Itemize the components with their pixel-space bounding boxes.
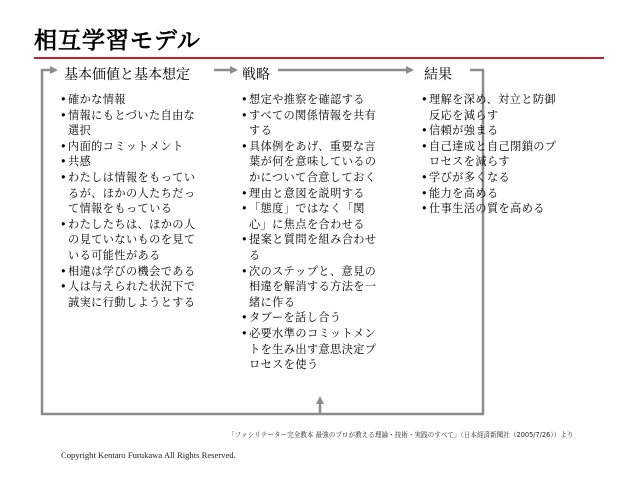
list-item-line: • 人は与えられた状況下で (68, 280, 196, 294)
list-item (241, 139, 406, 186)
list-item-line: 誠実に行動しようとする (68, 295, 196, 309)
list-item (241, 326, 406, 373)
list-item-line: • 信頼が強まる (429, 124, 499, 138)
strategy-list (241, 92, 406, 373)
list-item (241, 310, 406, 326)
list-item-line: • すべての関係情報を共有 (249, 108, 377, 122)
list-item-line: る (249, 248, 261, 262)
list-item-line: • わたしたちは、ほかの人 (68, 217, 196, 231)
list-item (60, 154, 225, 170)
list-item-line: • わたしは情報をもってい (68, 170, 196, 184)
source-citation: 「ファシリテーター完全教本 最強のプロが教える理論・技術・実践のすべて」（日本経済新聞社（2005/7/26））より (228, 431, 574, 439)
list-item-line: • 次のステップと、意見の (249, 264, 377, 278)
list-item-line: 葉が何を意味しているの (249, 155, 377, 169)
list-item-line: いる可能性がある (68, 248, 161, 262)
list-item-line: て情報をもっている (68, 202, 173, 216)
list-item (421, 186, 591, 202)
list-item (241, 264, 406, 311)
list-item (60, 264, 225, 280)
header-results: 結果 (424, 67, 452, 83)
values-list (60, 92, 225, 310)
list-item-line: 緒に作る (249, 295, 296, 309)
list-item-line: • 理由と意図を説明する (249, 186, 365, 200)
list-item-line: • タブーを話し合う (249, 311, 342, 325)
list-item-line: 選択 (68, 124, 92, 138)
list-item (241, 186, 406, 202)
list-item-line: ロセスを使う (249, 358, 319, 372)
list-item (241, 201, 406, 232)
list-item (60, 217, 225, 264)
list-item (241, 108, 406, 139)
list-item-line: • 仕事生活の質を高める (429, 202, 545, 216)
list-item-line: • 確かな情報 (68, 93, 126, 106)
list-item-line: 反応を減らす (429, 108, 499, 122)
list-item-line: の見ていないものを見て (68, 233, 196, 247)
list-item-line: • 想定や推察を確認する (249, 93, 365, 106)
list-item (421, 201, 591, 217)
list-item-line: トを生み出す意思決定プ (249, 342, 377, 356)
list-item (60, 92, 225, 108)
header-values: 基本価値と基本想定 (64, 67, 190, 83)
list-item-line: るが、ほかの人たちだっ (68, 186, 196, 200)
list-item (60, 108, 225, 139)
list-item (421, 123, 591, 139)
list-item (421, 139, 591, 170)
list-item-line: • 自己達成と自己閉鎖のプ (429, 139, 557, 153)
list-item-line: • 必要水準のコミットメン (249, 326, 377, 340)
list-item (60, 279, 225, 310)
list-item-line: • 提案と質問を組み合わせ (249, 233, 377, 247)
results-list (421, 92, 591, 217)
list-item-line: • 相違は学びの機会である (68, 264, 196, 278)
list-item-line: • 内面的コミットメント (68, 139, 184, 153)
list-item-line: かについて合意しておく (249, 170, 377, 184)
list-item-line: • 共感 (68, 155, 92, 169)
list-item (241, 92, 406, 108)
header-strategy: 戦略 (242, 67, 270, 83)
list-item-line: する (249, 124, 273, 138)
list-item-line: • 能力を高める (429, 186, 499, 200)
list-item-line: 相違を解消する方法を一 (249, 280, 377, 294)
list-item-line: • 情報にもとづいた自由な (68, 108, 196, 122)
list-item-line: • 「態度」ではなく「関 (249, 202, 365, 216)
list-item (421, 92, 591, 123)
list-item-line: • 具体例をあげ、重要な言 (249, 139, 377, 153)
list-item-line: ロセスを減らす (429, 155, 511, 169)
list-item (241, 232, 406, 263)
page-title: 相互学習モデル (34, 28, 201, 54)
copyright-notice: Copyright Kentaro Furukawa All Rights Reserved. (61, 450, 236, 460)
list-item (421, 170, 591, 186)
list-item-line: • 学びが多くなる (429, 170, 511, 184)
list-item (60, 139, 225, 155)
list-item-line: 心」に焦点を合わせる (249, 217, 365, 231)
list-item-line: • 理解を深め、対立と防御 (429, 93, 557, 106)
list-item (60, 170, 225, 217)
